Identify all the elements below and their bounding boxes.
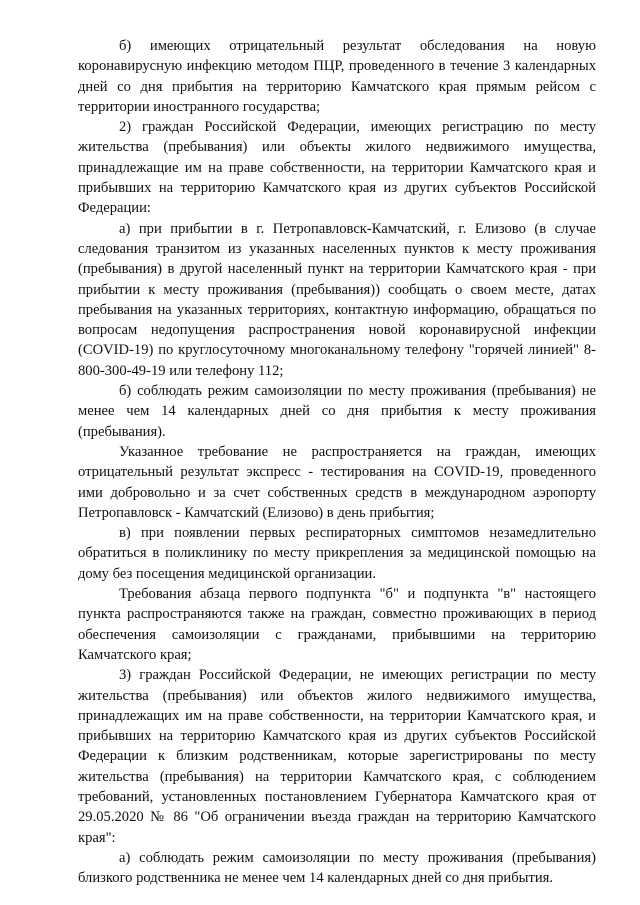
paragraph-subitem-b-pcr-test: б) имеющих отрицательный результат обследования на новую коронавирусную инфекцию методом ПЦР, проведенного в течение 3 календарных дней со дня прибытия на территорию Камчатского края прямым рейсом с территории иностранного государства; [78,38,596,115]
paragraph-cohabitants-requirement: Требования абзаца первого подпункта "б" и подпункта "в" настоящего пункта распространяются также на граждан, совместно проживающих в период обеспечения самоизоляции с гражданами, прибывшими на территорию Камчатского края; [78,586,596,663]
paragraph-exemption-express-test: Указанное требование не распространяется на граждан, имеющих отрицательный результат экспресс - тестирования на COVID-19, проведенного ими добровольно и за счет собственных средств в международном аэропорту Петропавловск - Камчатский (Елизово) в день прибытия; [78,443,596,521]
paragraph-item-3-unregistered-citizens: 3) граждан Российской Федерации, не имеющих регистрации по месту жительства (пребывания) или объектов жилого недвижимого имущества, принадлежащих им на праве собственности, на территории Камчатского края, и прибывших на территорию Камчатского края из других субъектов Российской Федерации к близким родственникам, которые зарегистрированы по месту жительства (пребывания) на территории Камчатского края, с соблюдением требований, установленных постановлением Губернатора Камчатского края от 29.05.2020 № 86 "Об ограничении въезда граждан на территорию Камчатского края": [78,667,596,846]
paragraph-subitem-b-self-isolation: б) соблюдать режим самоизоляции по месту проживания (пребывания) не менее чем 14 календарных дней со дня прибытия к месту проживания (пребывания). [78,383,596,440]
paragraph-subitem-a-arrival-reporting: а) при прибытии в г. Петропавловск-Камчатский, г. Елизово (в случае следования транзитом из указанных населенных пунктов к месту проживания (пребывания) в другой населенный пункт на территории Камчатского края - при прибытии к месту проживания (пребывания)) сообщать о своем месте, датах пребывания на указанных территориях, контактную информацию, обращаться по вопросам недопущения распространения новой коронавирусной инфекции (COVID-19) по круглосуточному многоканальному телефону "горячей линией" 8-800-300-49-19 или телефону 112; [78,220,596,379]
paragraph-item-2-registered-citizens: 2) граждан Российской Федерации, имеющих регистрацию по месту жительства (пребывания) или объекты жилого недвижимого имущества, принадлежащие им на праве собственности, на территории Камчатского края и прибывших на территорию Камчатского края из других субъектов Российской Федерации: [78,119,596,217]
paragraph-subitem-a-relative-isolation: а) соблюдать режим самоизоляции по месту проживания (пребывания) близкого родственника не менее чем 14 календарных дней со дня прибытия. [78,849,596,887]
paragraph-subitem-v-symptoms: в) при появлении первых респираторных симптомов незамедлительно обратиться в поликлинику по месту прикрепления за медицинской помощью на дому без посещения медицинской организации. [78,525,596,582]
